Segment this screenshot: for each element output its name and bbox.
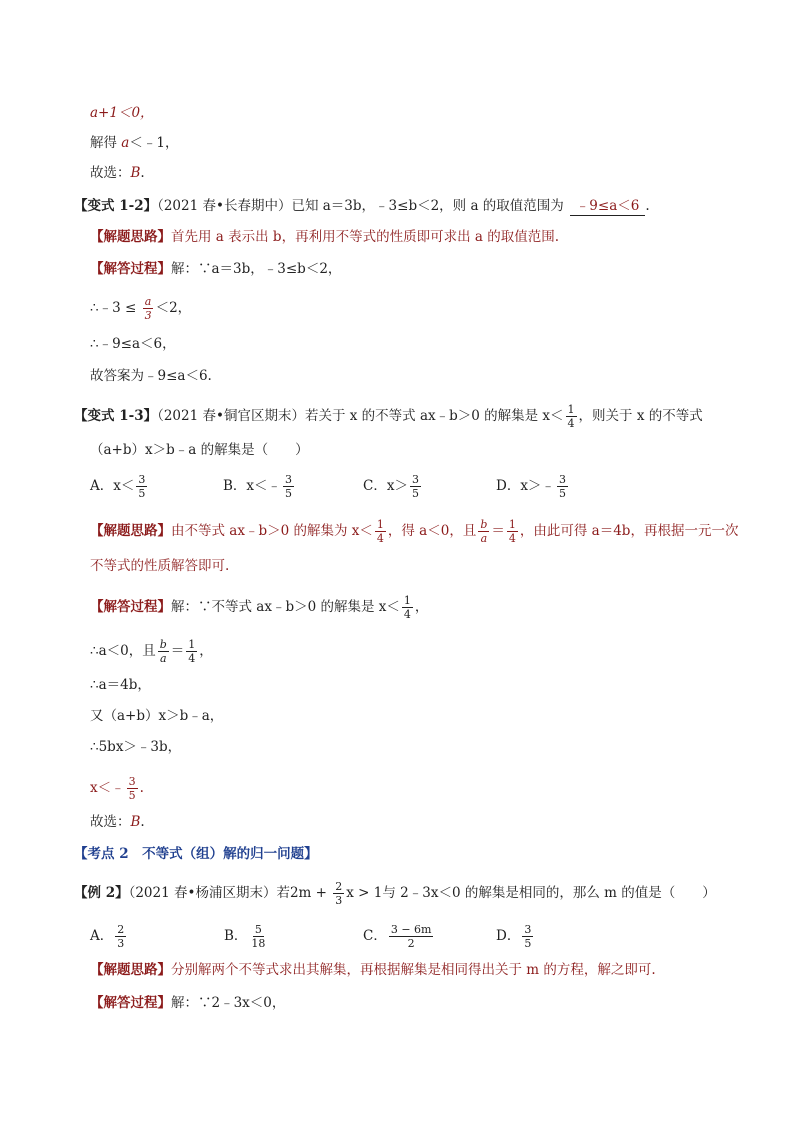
fraction: $\frac{1}{4}$ (188, 638, 196, 665)
conclusion-line: 故选：B. (90, 165, 145, 181)
problem-ex2: 【例 2】（2021 春•杨浦区期末）若2m + $\frac{2}{3}$ x > 1与 2﹣3x＜0 的解集是相同的，那么 m 的值是（ ） (74, 880, 716, 907)
fraction: $\frac{1}{4}$ (567, 403, 575, 430)
problem-tag: 【变式 1-2】 (74, 198, 158, 214)
idea-tag: 【解题思路】 (90, 962, 171, 978)
step-line: ∴5bx＞﹣3b， (90, 739, 182, 755)
process-text: 解：∵a＝3b，﹣3≤b＜2， (171, 261, 342, 277)
step-line: ∴﹣9≤a＜6， (90, 336, 176, 352)
step-line: ∴﹣3 ≤ $\frac{a}{3}$ ＜2， (90, 295, 192, 322)
problem-line: （a+b）x＞b﹣a 的解集是（ ） (90, 442, 309, 458)
option-d[interactable]: D．x＞﹣ $\frac{3}{5}$ (496, 473, 566, 500)
solution-process (90, 260, 341, 278)
fraction: $\frac{3}{5}$ (524, 923, 532, 950)
fraction: $\frac{3}{5}$ (285, 473, 293, 500)
process-tag: 【解答过程】 (90, 599, 171, 615)
problem-text: 已知 a＝3b，﹣3≤b＜2，则 a 的取值范围为 (291, 198, 564, 214)
problem-source: （2021 春•长春期中） (157, 198, 292, 214)
step-line (90, 104, 154, 122)
solution-process: 【解答过程】解：∵不等式 ax﹣b＞0 的解集是 x＜ $\frac{1}{4}$ ， (90, 594, 429, 621)
process-tag: 【解答过程】 (90, 995, 171, 1011)
step-line: x＜﹣ $\frac{3}{5}$ . (90, 775, 144, 802)
fraction: $\frac{3}{5}$ (411, 473, 419, 500)
step-line: ∴a＜0，且 $\frac{b}{a}$ ＝ $\frac{1}{4}$ ， (90, 638, 213, 665)
fraction: $\frac{3}{5}$ (128, 775, 136, 802)
problem-source: （2021 春•铜官区期末） (157, 408, 305, 424)
step-line: 又（a+b）x＞b﹣a， (90, 708, 224, 724)
step-line: ∴a＝4b， (90, 677, 151, 693)
option-b[interactable]: B． $\frac{5}{18}$ (224, 923, 266, 950)
solution-idea (90, 228, 559, 246)
step-text: a+1＜0， (90, 105, 154, 121)
problem-source: （2021 春•杨浦区期末） (128, 885, 277, 901)
option-a[interactable]: A．x＜ $\frac{3}{5}$ (90, 473, 146, 500)
problem-v1-2: 【变式 1-2】（2021 春•长春期中）已知 a＝3b，﹣3≤b＜2，则 a 的取值范围为 ﹣9≤a＜6 . (74, 198, 650, 214)
solution-idea: 【解题思路】由不等式 ax﹣b＞0 的解集为 x＜ $\frac{1}{4}$ ，得 a＜0，且 $\frac{b}{a}$ ＝ $\frac{1}{4}$ ，由此可得 a＝4b，再根据一元一次 (90, 518, 739, 545)
idea-tag: 【解题思路】 (90, 229, 171, 245)
fraction: $\frac{2}{3}$ (335, 880, 343, 907)
answer-blank: ﹣9≤a＜6 (570, 197, 646, 216)
idea-line: 不等式的性质解答即可. (90, 558, 230, 574)
problem-v1-3: 【变式 1-3】（2021 春•铜官区期末）若关于 x 的不等式 ax﹣b＞0 的解集是 x＜ $\frac{1}{4}$ ，则关于 x 的不等式 (74, 403, 703, 430)
problem-tag: 【变式 1-3】 (74, 408, 158, 424)
option-c[interactable]: C． $\frac{3 - 6m}{2}$ (363, 923, 432, 950)
idea-text: 分别解两个不等式求出其解集，再根据解集是相同得出关于 m 的方程，解之即可. (171, 962, 656, 978)
conclusion-line: 故答案为﹣9≤a＜6. (90, 368, 212, 384)
fraction: $\frac{1}{4}$ (376, 518, 384, 545)
process-text: 解：∵2﹣3x＜0， (171, 995, 286, 1011)
step-line: 解得 a＜﹣1， (90, 135, 179, 151)
fraction: $\frac{1}{4}$ (508, 518, 516, 545)
fraction: $\frac{b}{a}$ (159, 638, 167, 665)
fraction: $\frac{3 - 6m}{2}$ (390, 923, 432, 950)
option-c[interactable]: C．x＞ $\frac{3}{5}$ (363, 473, 419, 500)
fraction: $\frac{3}{5}$ (138, 473, 146, 500)
fraction: $\frac{5}{18}$ (251, 923, 266, 950)
section-heading (74, 845, 318, 863)
fraction: $\frac{3}{5}$ (558, 473, 566, 500)
section-title: 【考点 2 不等式（组）解的归一问题】 (74, 846, 318, 862)
idea-text: 首先用 a 表示出 b，再利用不等式的性质即可求出 a 的取值范围. (171, 229, 559, 245)
fraction: $\frac{b}{a}$ (480, 518, 488, 545)
option-a[interactable]: A． $\frac{2}{3}$ (90, 923, 125, 950)
problem-tag: 【例 2】 (74, 885, 129, 901)
problem-text: 若2m + (276, 885, 332, 901)
option-d[interactable]: D． $\frac{3}{5}$ (496, 923, 532, 950)
fraction: $\frac{a}{3}$ (144, 295, 152, 322)
process-tag: 【解答过程】 (90, 261, 171, 277)
option-b[interactable]: B．x＜﹣ $\frac{3}{5}$ (223, 473, 293, 500)
solution-idea (90, 961, 656, 979)
idea-tag: 【解题思路】 (90, 523, 171, 539)
fraction: $\frac{1}{4}$ (403, 594, 411, 621)
fraction: $\frac{2}{3}$ (117, 923, 125, 950)
problem-text: 若关于 x 的不等式 ax﹣b＞0 的解集是 x＜ (304, 408, 564, 424)
conclusion-line: 故选：B. (90, 814, 145, 830)
solution-process (90, 994, 285, 1012)
